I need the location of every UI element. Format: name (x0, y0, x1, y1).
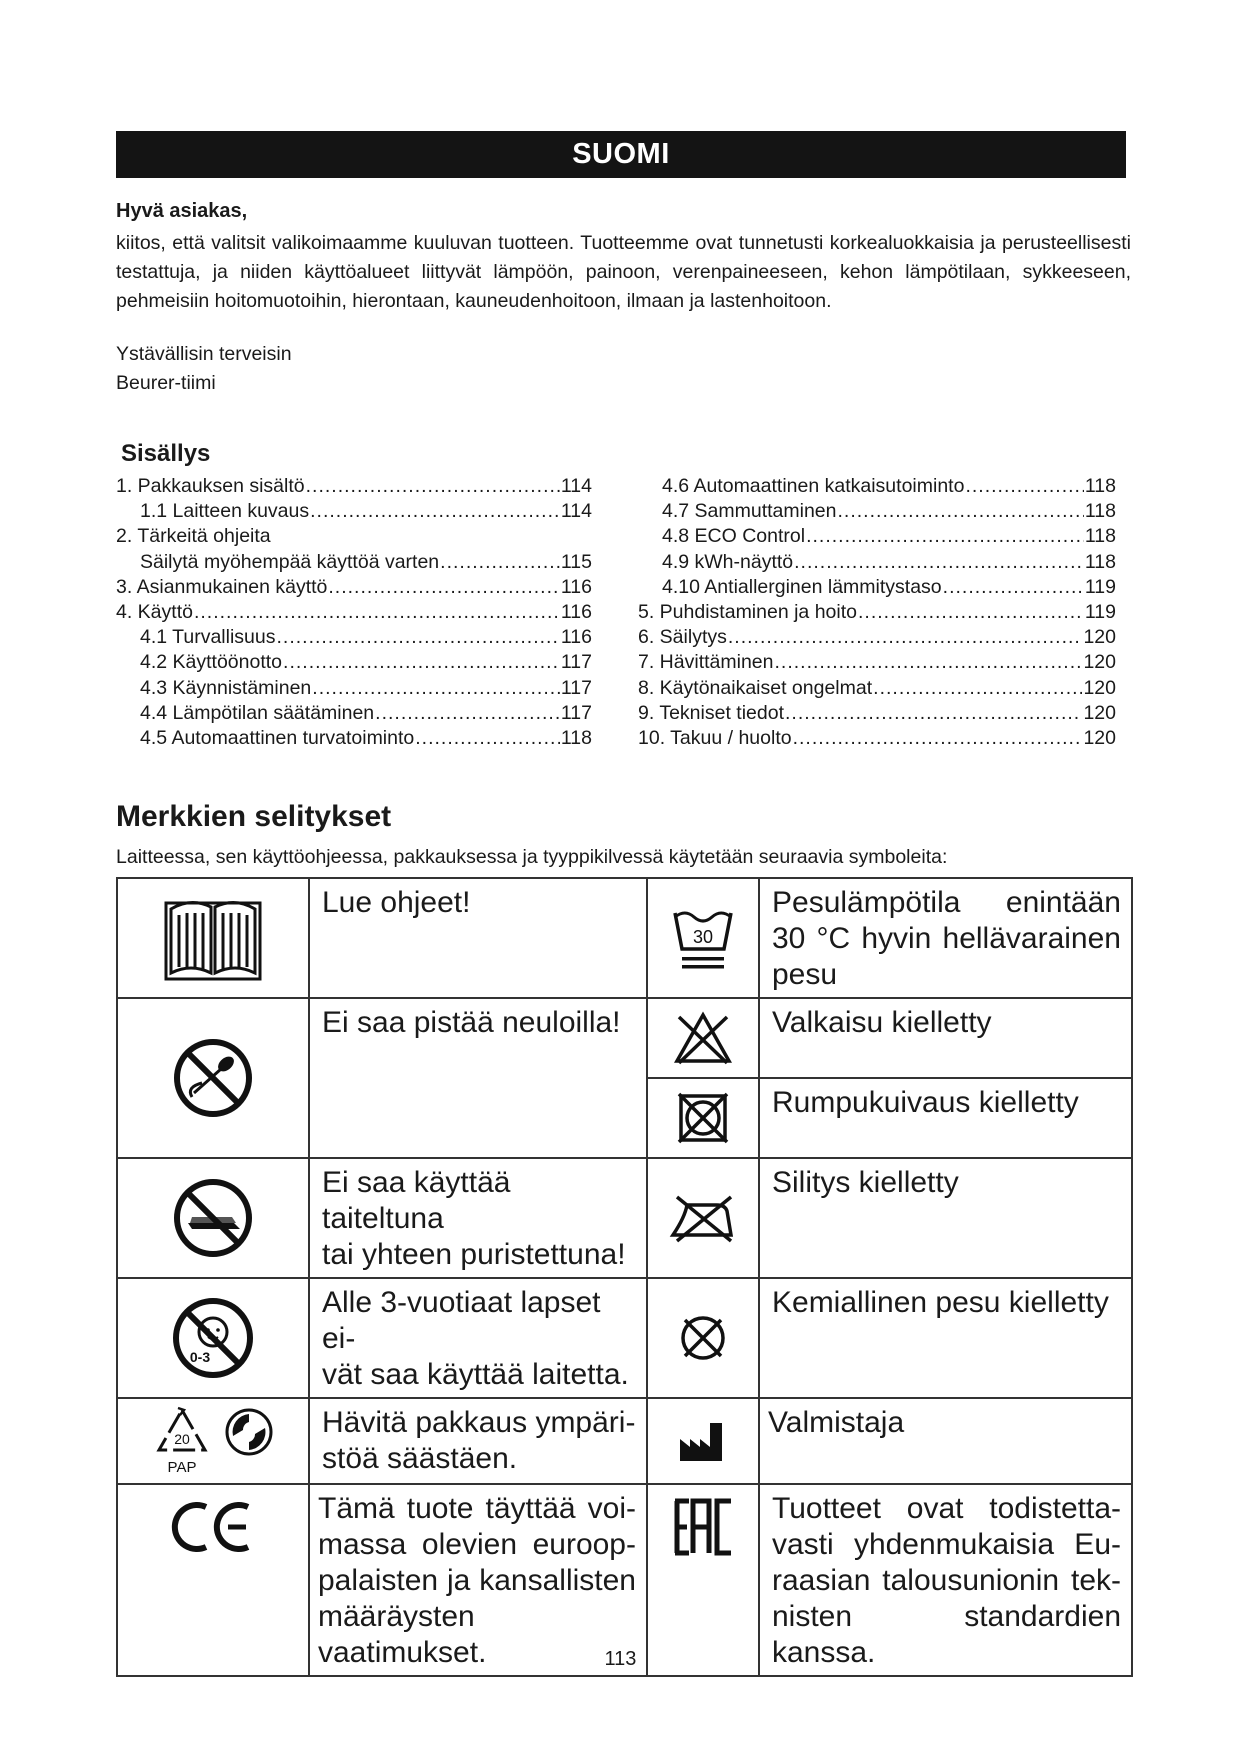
toc-entry-page: 120 (1083, 701, 1116, 724)
eac-line: raasian talousunionin tek- (772, 1564, 1121, 1597)
toc-left-column (116, 474, 592, 751)
toc-entry-page: 117 (560, 701, 592, 724)
toc-leader-dots (965, 474, 1083, 499)
children-cell (117, 1278, 309, 1398)
greeting-title: Hyvä asiakas, (116, 200, 248, 222)
no-ironing-label: Silitys kielletty (772, 1166, 959, 1199)
no-bleach-icon (671, 1009, 735, 1067)
toc-leader-dots (873, 676, 1082, 701)
intro-paragraph: kiitos, että valitsit valikoimaamme kuuluvan tuotteen. Tuotteemme ovat tunnetusti korkealuokkaisia ja perusteellisesti testattuja, ja niiden käyttöalueet liittyvät lämpöön, painoon, verenpaineeseen, kehon lämpötilaan, sykkeeseen, pehmeisiin hoitomuotoihin, hierontaan, kauneudenhoitoon, ilmaan ja lastenhoitoon. (116, 232, 1131, 312)
toc-entry-label: 4.4 Lämpötilan säätäminen (140, 701, 375, 724)
toc-entry-page: 120 (1083, 626, 1116, 649)
no-bleach-cell (647, 998, 759, 1078)
toc-entry (116, 550, 592, 575)
toc-leader-dots (328, 575, 560, 600)
toc-entry (638, 550, 1116, 575)
ce-line: palaisten ja kansallisten (318, 1564, 636, 1597)
closing (116, 340, 292, 398)
toc-entry-label: 3. Asianmukainen käyttö (116, 575, 328, 598)
disposal-text (309, 1398, 647, 1484)
toc-leader-dots (793, 726, 1083, 751)
toc-entry-label: 1. Pakkauksen sisältö (116, 475, 305, 497)
toc-entry-page: 120 (1083, 676, 1116, 699)
toc-leader-dots (440, 550, 560, 575)
no-bleach-label: Valkaisu kielletty (772, 1006, 992, 1039)
toc-leader-dots (858, 600, 1084, 625)
recycle-label: PAP (167, 1459, 197, 1476)
recycle-number: 20 (173, 1431, 190, 1447)
toc-entry (116, 625, 592, 650)
manufacturer-icon (678, 1419, 728, 1463)
toc-entry-page: 116 (560, 575, 592, 598)
toc-entry-page: 119 (1084, 601, 1116, 624)
toc-entry (116, 650, 592, 675)
wash-icon-number: 30 (692, 927, 714, 947)
read-instructions-cell (117, 878, 309, 998)
toc-entry (638, 676, 1116, 701)
toc-entry (116, 575, 592, 600)
toc-entry (638, 575, 1116, 600)
toc-leader-dots (838, 499, 1084, 524)
eac-mark-icon (673, 1497, 733, 1557)
wash-cell (647, 878, 759, 998)
toc-entry-page: 118 (1084, 525, 1116, 548)
no-dry-clean-icon (675, 1310, 731, 1366)
wash-text (759, 878, 1132, 998)
closing-line: Ystävällisin terveisin (116, 343, 292, 365)
no-dry-clean-label: Kemiallinen pesu kielletty (772, 1286, 1109, 1319)
eac-line: vasti yhdenmukaisia Eu- (772, 1528, 1121, 1561)
symbols-table (116, 877, 1133, 1677)
toc-entry-label: 4.6 Automaattinen katkaisutoiminto (662, 475, 965, 497)
toc-entry (638, 650, 1116, 675)
toc-leader-dots (283, 650, 560, 675)
wash-30-icon (672, 905, 734, 971)
toc-entry-page: 116 (560, 626, 592, 649)
toc-entry-label: 4. Käyttö (116, 601, 193, 624)
eac-line: nisten standardien kanssa. (772, 1600, 1121, 1669)
toc-leader-dots (415, 726, 560, 751)
no-ironing-icon (669, 1193, 737, 1243)
toc-entry-label: 2. Tärkeitä ohjeita (116, 525, 271, 548)
toc-entry-label: 4.1 Turvallisuus (140, 626, 276, 649)
toc-entry-label: 8. Käytönaikaiset ongelmat (638, 676, 873, 699)
manufacturer-text (759, 1398, 1132, 1484)
toc-entry-label: 1.1 Laitteen kuvaus (140, 500, 310, 523)
no-pins-icon (172, 1037, 254, 1119)
toc-entry (116, 701, 592, 726)
no-folded-line: tai yhteen puristettuna! (322, 1238, 626, 1271)
no-tumble-text (759, 1078, 1132, 1158)
book-icon (163, 893, 263, 983)
toc-entry (116, 524, 592, 549)
no-tumble-label: Rumpukuivaus kielletty (772, 1086, 1079, 1119)
toc-entry (116, 474, 592, 499)
toc-entry-label: 4.9 kWh-näyttö (662, 550, 794, 573)
toc-leader-dots (774, 650, 1082, 675)
toc-leader-dots (276, 625, 559, 650)
toc-entry (638, 701, 1116, 726)
toc-leader-dots (794, 550, 1084, 575)
no-folded-line: Ei saa käyttää taiteltuna (322, 1166, 511, 1235)
children-line: Alle 3-vuotiaat lapset ei- (322, 1286, 601, 1355)
toc-entry (116, 499, 592, 524)
toc-entry-label: 4.3 Käynnistäminen (140, 676, 312, 699)
toc-entry (638, 600, 1116, 625)
ce-line: määräysten vaatimukset. (318, 1600, 487, 1669)
toc-entry-label: 7. Hävittäminen (638, 651, 774, 674)
wash-line: Pesulämpötila enintään (772, 886, 1121, 919)
page-number: 113 (604, 1648, 637, 1670)
no-pins-label: Ei saa pistää neuloilla! (322, 1006, 621, 1039)
toc-entry (638, 474, 1116, 499)
symbols-title: Merkkien selitykset (116, 800, 392, 833)
no-folded-cell (117, 1158, 309, 1278)
ce-line: massa olevien euroop- (318, 1528, 636, 1561)
disposal-line: stöä säästäen. (322, 1442, 518, 1475)
toc-entry-page: 118 (1084, 500, 1116, 523)
toc-entry-label: Säilytä myöhempää käyttöä varten (140, 550, 440, 573)
toc-entry-page: 114 (560, 500, 592, 523)
toc-entry-label: 10. Takuu / huolto (638, 727, 792, 750)
toc-title: Sisällys (121, 440, 211, 467)
toc-entry-page: 117 (560, 651, 592, 674)
disposal-line: Hävitä pakkaus ympäri- (322, 1406, 636, 1439)
no-dry-clean-text (759, 1278, 1132, 1398)
toc-leader-dots (306, 474, 560, 499)
toc-entry (116, 726, 592, 751)
toc-leader-dots (785, 701, 1082, 726)
toc-entry (638, 625, 1116, 650)
read-instructions-text (309, 878, 647, 998)
manufacturer-cell (647, 1398, 759, 1484)
toc-leader-dots (194, 600, 560, 625)
eac-line: Tuotteet ovat todistetta- (772, 1492, 1121, 1525)
toc-entry-page: 117 (560, 676, 592, 699)
toc-leader-dots (806, 524, 1084, 549)
toc-entry-page: 120 (1083, 727, 1116, 750)
toc-entry-label: 4.5 Automaattinen turvatoiminto (140, 727, 415, 750)
toc-leader-dots (312, 676, 560, 701)
toc-entry-page: 118 (1084, 550, 1116, 573)
toc-entry-page: 118 (560, 727, 592, 750)
toc-entry-label: 4.2 Käyttöönotto (140, 651, 283, 674)
toc-entry (116, 676, 592, 701)
green-dot-icon (223, 1406, 275, 1458)
no-bleach-text (759, 998, 1132, 1078)
no-folded-icon (172, 1177, 254, 1259)
wash-line: 30 °C hyvin hellävarainen (772, 922, 1121, 955)
toc-leader-dots (375, 701, 560, 726)
closing-signature: Beurer-tiimi (116, 372, 216, 394)
no-pins-cell (117, 998, 309, 1158)
no-folded-text (309, 1158, 647, 1278)
symbols-description: Laitteessa, sen käyttöohjeessa, pakkauksessa ja tyyppikilvessä käytetään seuraavia symboleita: (116, 846, 948, 868)
toc-entry-label: 4.7 Sammuttaminen (662, 500, 837, 523)
recycle-icon (151, 1404, 213, 1478)
wash-line: pesu (772, 958, 838, 991)
toc-entry (638, 726, 1116, 751)
children-text (309, 1278, 647, 1398)
manufacturer-label: Valmistaja (768, 1406, 905, 1439)
toc-entry-page: 116 (560, 601, 592, 624)
no-dry-clean-cell (647, 1278, 759, 1398)
toc-entry-label: 6. Säilytys (638, 626, 727, 649)
toc-leader-dots (943, 575, 1084, 600)
children-icon-text: 0-3 (189, 1349, 211, 1365)
toc-entry-page: 114 (560, 475, 592, 497)
no-ironing-cell (647, 1158, 759, 1278)
no-ironing-text (759, 1158, 1132, 1278)
toc-right-column (638, 474, 1116, 751)
toc-entry-label: 4.8 ECO Control (662, 525, 806, 548)
toc-entry-page: 115 (560, 550, 592, 573)
toc-leader-dots (728, 625, 1083, 650)
toc-entry-page: 120 (1083, 651, 1116, 674)
ce-mark-icon (170, 1501, 256, 1553)
read-instructions-label: Lue ohjeet! (322, 886, 471, 919)
toc-entry-page: 119 (1084, 575, 1116, 598)
toc-entry-label: 9. Tekniset tiedot (638, 701, 784, 724)
language-banner: SUOMI (116, 131, 1126, 178)
toc-leader-dots (310, 499, 560, 524)
no-pins-text (309, 998, 647, 1158)
toc-entry (116, 600, 592, 625)
children-line: vät saa käyttää laitetta. (322, 1358, 629, 1391)
disposal-cell (117, 1398, 309, 1484)
no-children-icon (171, 1296, 255, 1380)
no-tumble-cell (647, 1078, 759, 1158)
ce-line: Tämä tuote täyttää voi- (318, 1492, 636, 1525)
no-tumble-icon (675, 1090, 731, 1146)
toc-entry-label: 4.10 Antiallerginen lämmitystaso (662, 575, 942, 598)
toc-entry (638, 499, 1116, 524)
toc-entry (638, 524, 1116, 549)
toc-entry-page: 118 (1084, 475, 1116, 497)
toc-entry-label: 5. Puhdistaminen ja hoito (638, 601, 857, 624)
